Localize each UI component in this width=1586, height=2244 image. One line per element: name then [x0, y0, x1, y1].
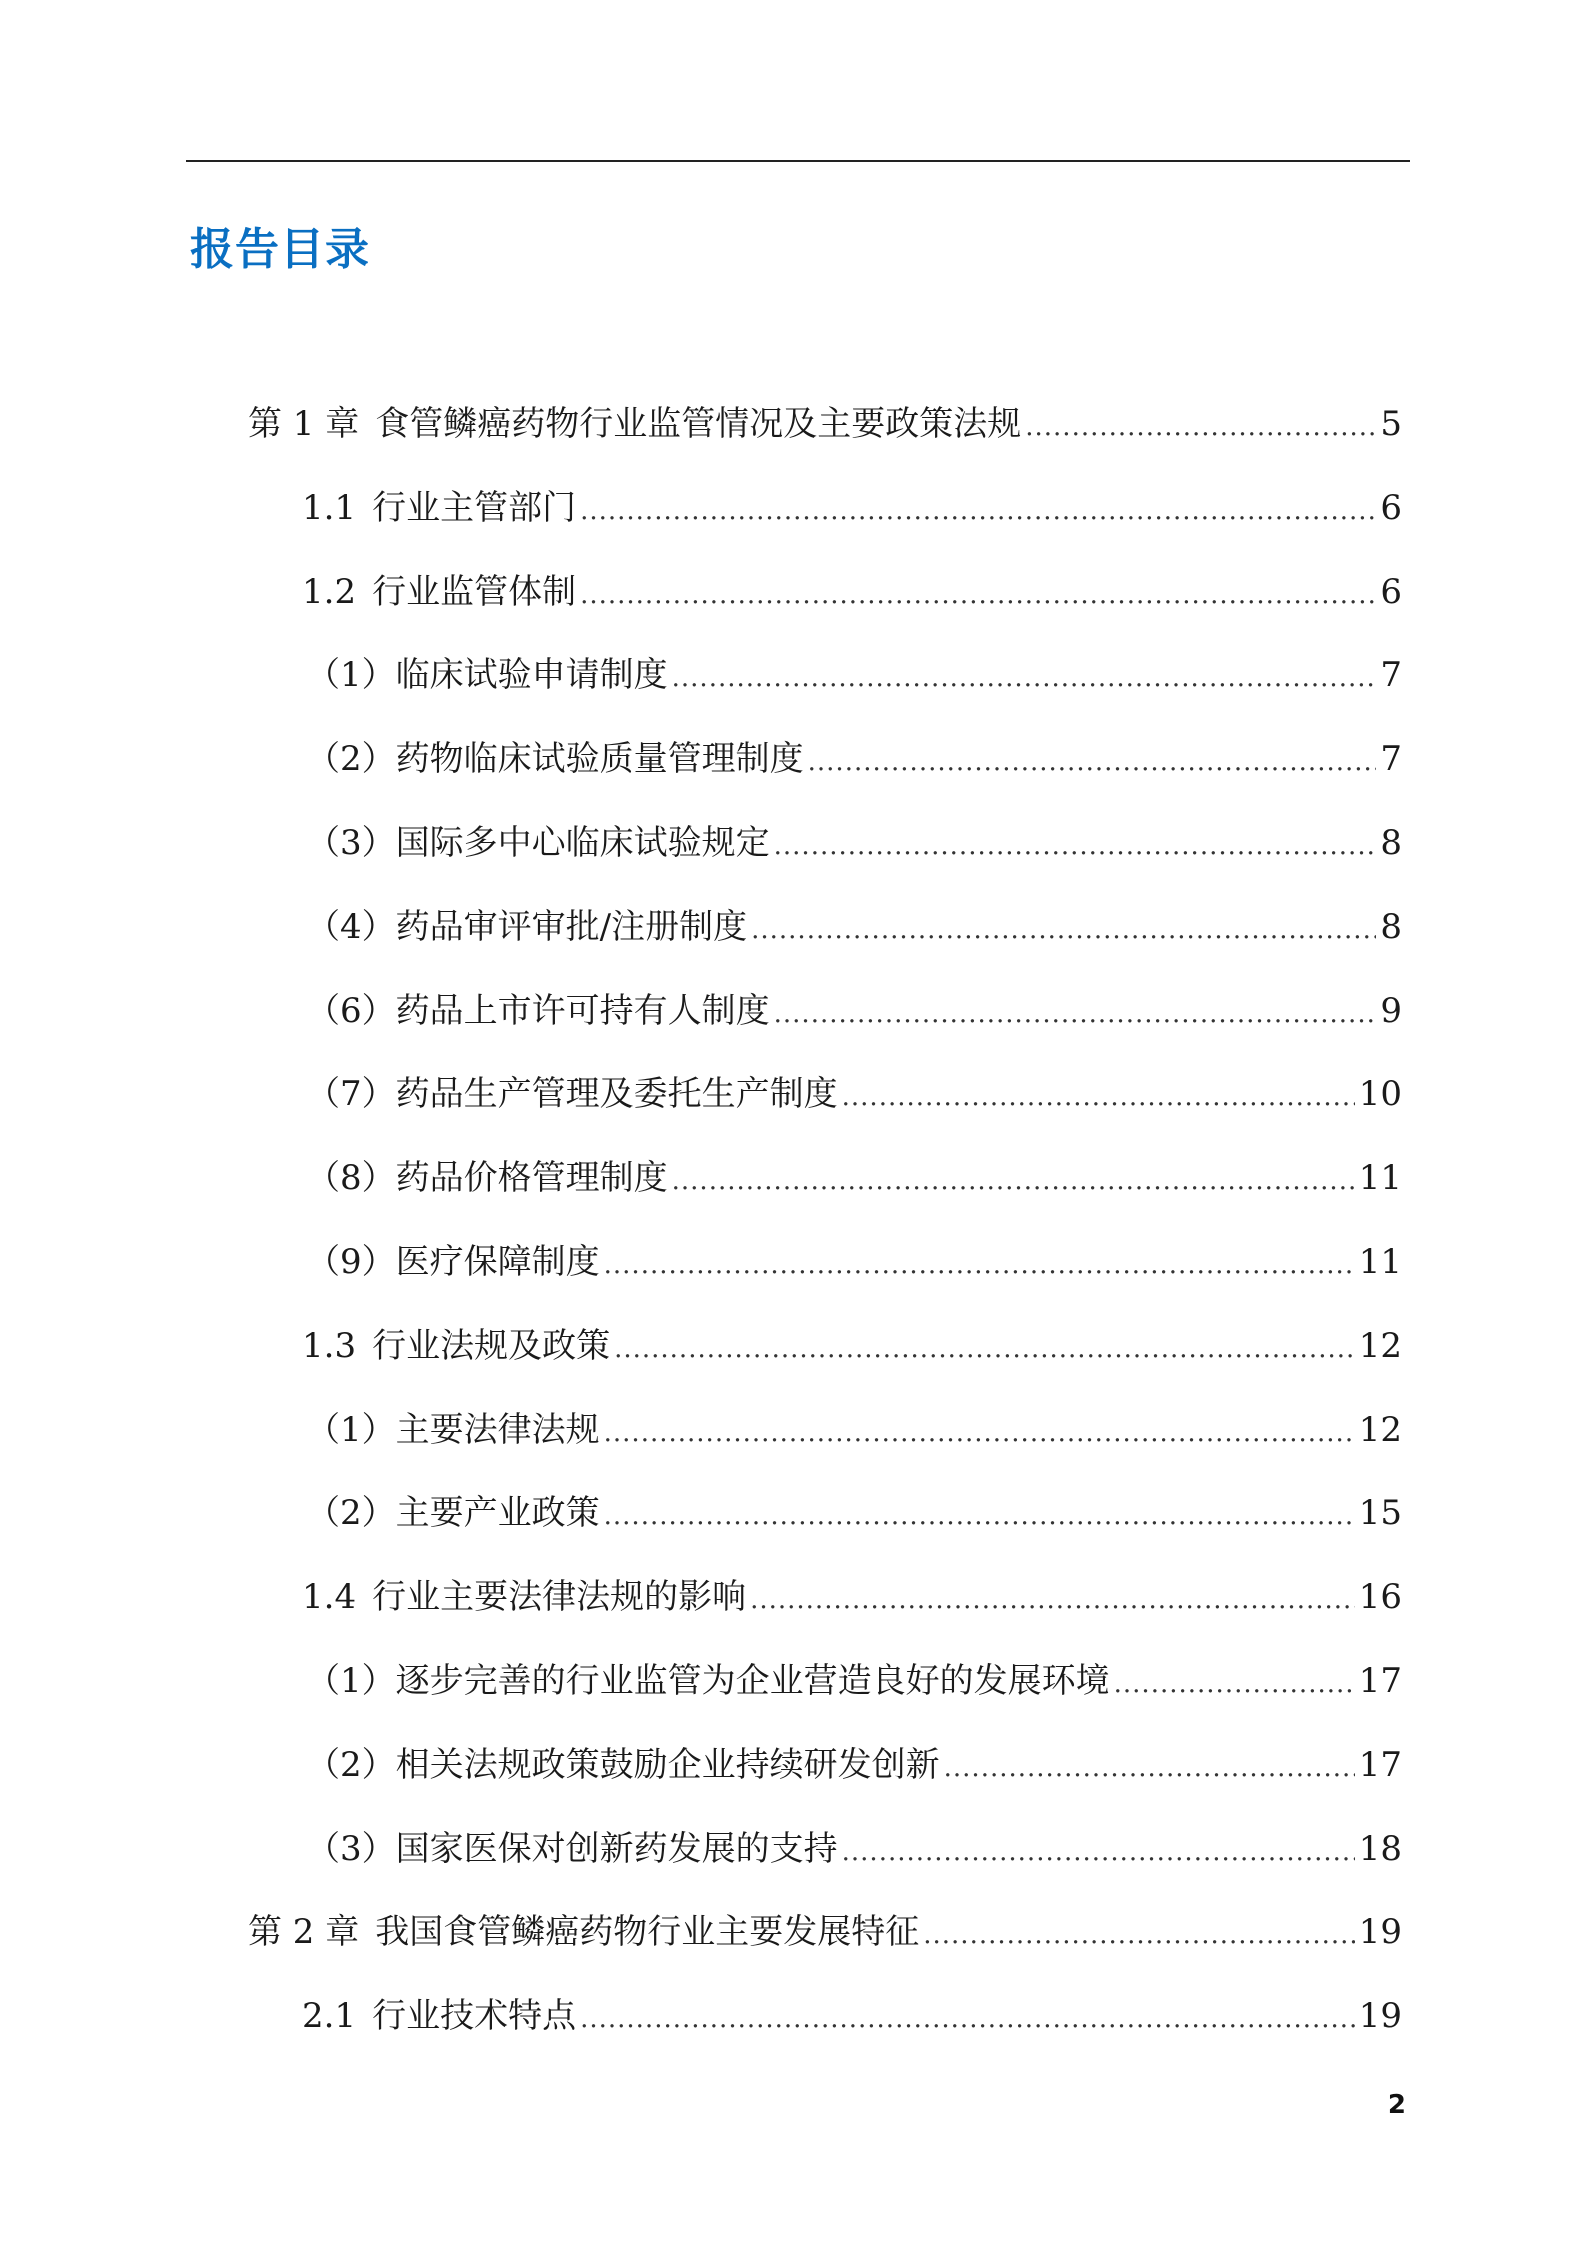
toc-entry-label: 行业主管部门: [372, 487, 577, 528]
toc-entry-number: （2）: [306, 1493, 396, 1534]
toc-entry-section[interactable]: [0, 1988, 1402, 2072]
dot-leader: [672, 1153, 1355, 1209]
toc-entry-label: 药品生产管理及委托生产制度: [395, 1074, 838, 1115]
toc-entry-label: 药品审评审批/注册制度: [395, 906, 748, 947]
toc-entry-page: 9: [1380, 990, 1402, 1031]
toc-entry-section[interactable]: [0, 480, 1402, 564]
toc-entry-subsection[interactable]: [0, 815, 1402, 899]
dot-leader: [580, 1991, 1355, 2047]
dot-leader: [604, 1237, 1355, 1293]
toc-entry-label: 行业监管体制: [372, 571, 577, 612]
toc-title: 报告目录: [190, 224, 370, 275]
toc-entry-page: 5: [1380, 404, 1402, 444]
dot-leader: [774, 986, 1377, 1042]
dot-leader: [580, 567, 1376, 623]
toc-entry-page: 10: [1358, 1074, 1402, 1115]
toc-entry-chapter-2[interactable]: [0, 1904, 1402, 1988]
toc-entry-page: 6: [1380, 487, 1402, 528]
toc-entry-page: 12: [1358, 1409, 1402, 1450]
toc-entry-number: 1.4: [302, 1577, 357, 1618]
toc-entry-subsection[interactable]: [0, 1737, 1402, 1821]
dot-leader: [842, 1824, 1355, 1880]
toc-entry-number: （1）: [306, 655, 396, 696]
toc-entry-label: 国际多中心临床试验规定: [395, 822, 770, 863]
toc-entry-number: 1.3: [302, 1325, 357, 1366]
toc-entry-number: （3）: [306, 1828, 396, 1869]
toc-entry-page: 8: [1380, 906, 1402, 947]
toc-entry-page: 7: [1380, 739, 1402, 780]
toc-entry-subsection[interactable]: [0, 983, 1402, 1067]
dot-leader: [842, 1069, 1355, 1125]
dot-leader: [1114, 1656, 1355, 1712]
toc-entry-section[interactable]: [0, 1318, 1402, 1402]
toc-entry-subsection[interactable]: [0, 1066, 1402, 1150]
toc-entry-number: 1.2: [302, 571, 357, 612]
toc-entry-subsection[interactable]: [0, 1821, 1402, 1905]
dot-leader: [672, 650, 1377, 706]
dot-leader: [604, 1488, 1355, 1544]
toc-entry-page: 6: [1380, 571, 1402, 612]
toc-entry-subsection[interactable]: [0, 1234, 1402, 1318]
toc-entry-label: 我国食管鳞癌药物行业主要发展特征: [375, 1912, 920, 1953]
toc-entry-number: 2.1: [302, 1996, 357, 2037]
toc-entry-label: 主要法律法规: [395, 1409, 600, 1450]
toc-entry-number: （6）: [306, 990, 396, 1031]
toc-entry-page: 17: [1358, 1744, 1402, 1785]
toc-entry-number: （2）: [306, 1744, 396, 1785]
toc-entry-label: 临床试验申请制度: [395, 655, 668, 696]
toc-entry-page: 19: [1358, 1912, 1402, 1953]
header-rule: [186, 160, 1410, 162]
toc-entry-label: 行业法规及政策: [372, 1325, 611, 1366]
toc-entry-number: （7）: [306, 1074, 396, 1115]
toc-entry-number: （9）: [306, 1241, 396, 1282]
toc-entry-number: （4）: [306, 906, 396, 947]
dot-leader: [774, 818, 1377, 874]
toc-entry-page: 11: [1358, 1241, 1402, 1282]
dot-leader: [750, 1572, 1355, 1628]
toc-entry-label: 相关法规政策鼓励企业持续研发创新: [395, 1744, 940, 1785]
toc-entry-page: 18: [1358, 1828, 1402, 1869]
dot-leader: [808, 734, 1377, 790]
toc-entry-page: 15: [1358, 1493, 1402, 1534]
toc-entry-number: 1.1: [302, 487, 357, 528]
toc-entry-subsection[interactable]: [0, 647, 1402, 731]
toc-entry-number: （1）: [306, 1660, 396, 1701]
dot-leader: [1025, 399, 1376, 455]
dot-leader: [580, 483, 1376, 539]
toc-entry-page: 7: [1380, 655, 1402, 696]
toc-list: [0, 396, 1586, 2072]
dot-leader: [944, 1740, 1355, 1796]
toc-entry-page: 12: [1358, 1325, 1402, 1366]
toc-entry-number: （8）: [306, 1158, 396, 1199]
toc-entry-subsection[interactable]: [0, 731, 1402, 815]
toc-entry-subsection[interactable]: [0, 1485, 1402, 1569]
toc-entry-page: 11: [1358, 1158, 1402, 1199]
toc-entry-subsection[interactable]: [0, 1150, 1402, 1234]
toc-entry-number: 第 2 章: [248, 1912, 360, 1953]
toc-entry-page: 8: [1380, 822, 1402, 863]
toc-entry-subsection[interactable]: [0, 1653, 1402, 1737]
toc-entry-label: 行业技术特点: [372, 1996, 577, 2037]
toc-entry-number: （1）: [306, 1409, 396, 1450]
toc-entry-chapter-1[interactable]: [0, 396, 1402, 480]
toc-entry-section[interactable]: [0, 1569, 1402, 1653]
dot-leader: [923, 1907, 1354, 1963]
toc-entry-section[interactable]: [0, 564, 1402, 648]
toc-entry-label: 医疗保障制度: [395, 1241, 600, 1282]
toc-entry-label: 药品价格管理制度: [395, 1158, 668, 1199]
toc-entry-subsection[interactable]: [0, 899, 1402, 983]
toc-entry-label: 主要产业政策: [395, 1493, 600, 1534]
toc-entry-label: 药品上市许可持有人制度: [395, 990, 770, 1031]
toc-entry-label: 食管鳞癌药物行业监管情况及主要政策法规: [375, 404, 1022, 444]
toc-entry-number: 第 1 章: [248, 404, 360, 444]
toc-entry-subsection[interactable]: [0, 1402, 1402, 1486]
dot-leader: [614, 1321, 1355, 1377]
toc-entry-label: 逐步完善的行业监管为企业营造良好的发展环境: [395, 1660, 1110, 1701]
toc-entry-label: 药物临床试验质量管理制度: [395, 739, 804, 780]
toc-entry-page: 17: [1358, 1660, 1402, 1701]
toc-entry-label: 国家医保对创新药发展的支持: [395, 1828, 838, 1869]
toc-entry-page: 19: [1358, 1996, 1402, 2037]
toc-entry-number: （2）: [306, 739, 396, 780]
toc-entry-label: 行业主要法律法规的影响: [372, 1577, 747, 1618]
dot-leader: [751, 902, 1376, 958]
toc-entry-number: （3）: [306, 822, 396, 863]
page-number: 2: [1387, 2090, 1406, 2120]
toc-entry-page: 16: [1358, 1577, 1402, 1618]
dot-leader: [604, 1405, 1355, 1461]
